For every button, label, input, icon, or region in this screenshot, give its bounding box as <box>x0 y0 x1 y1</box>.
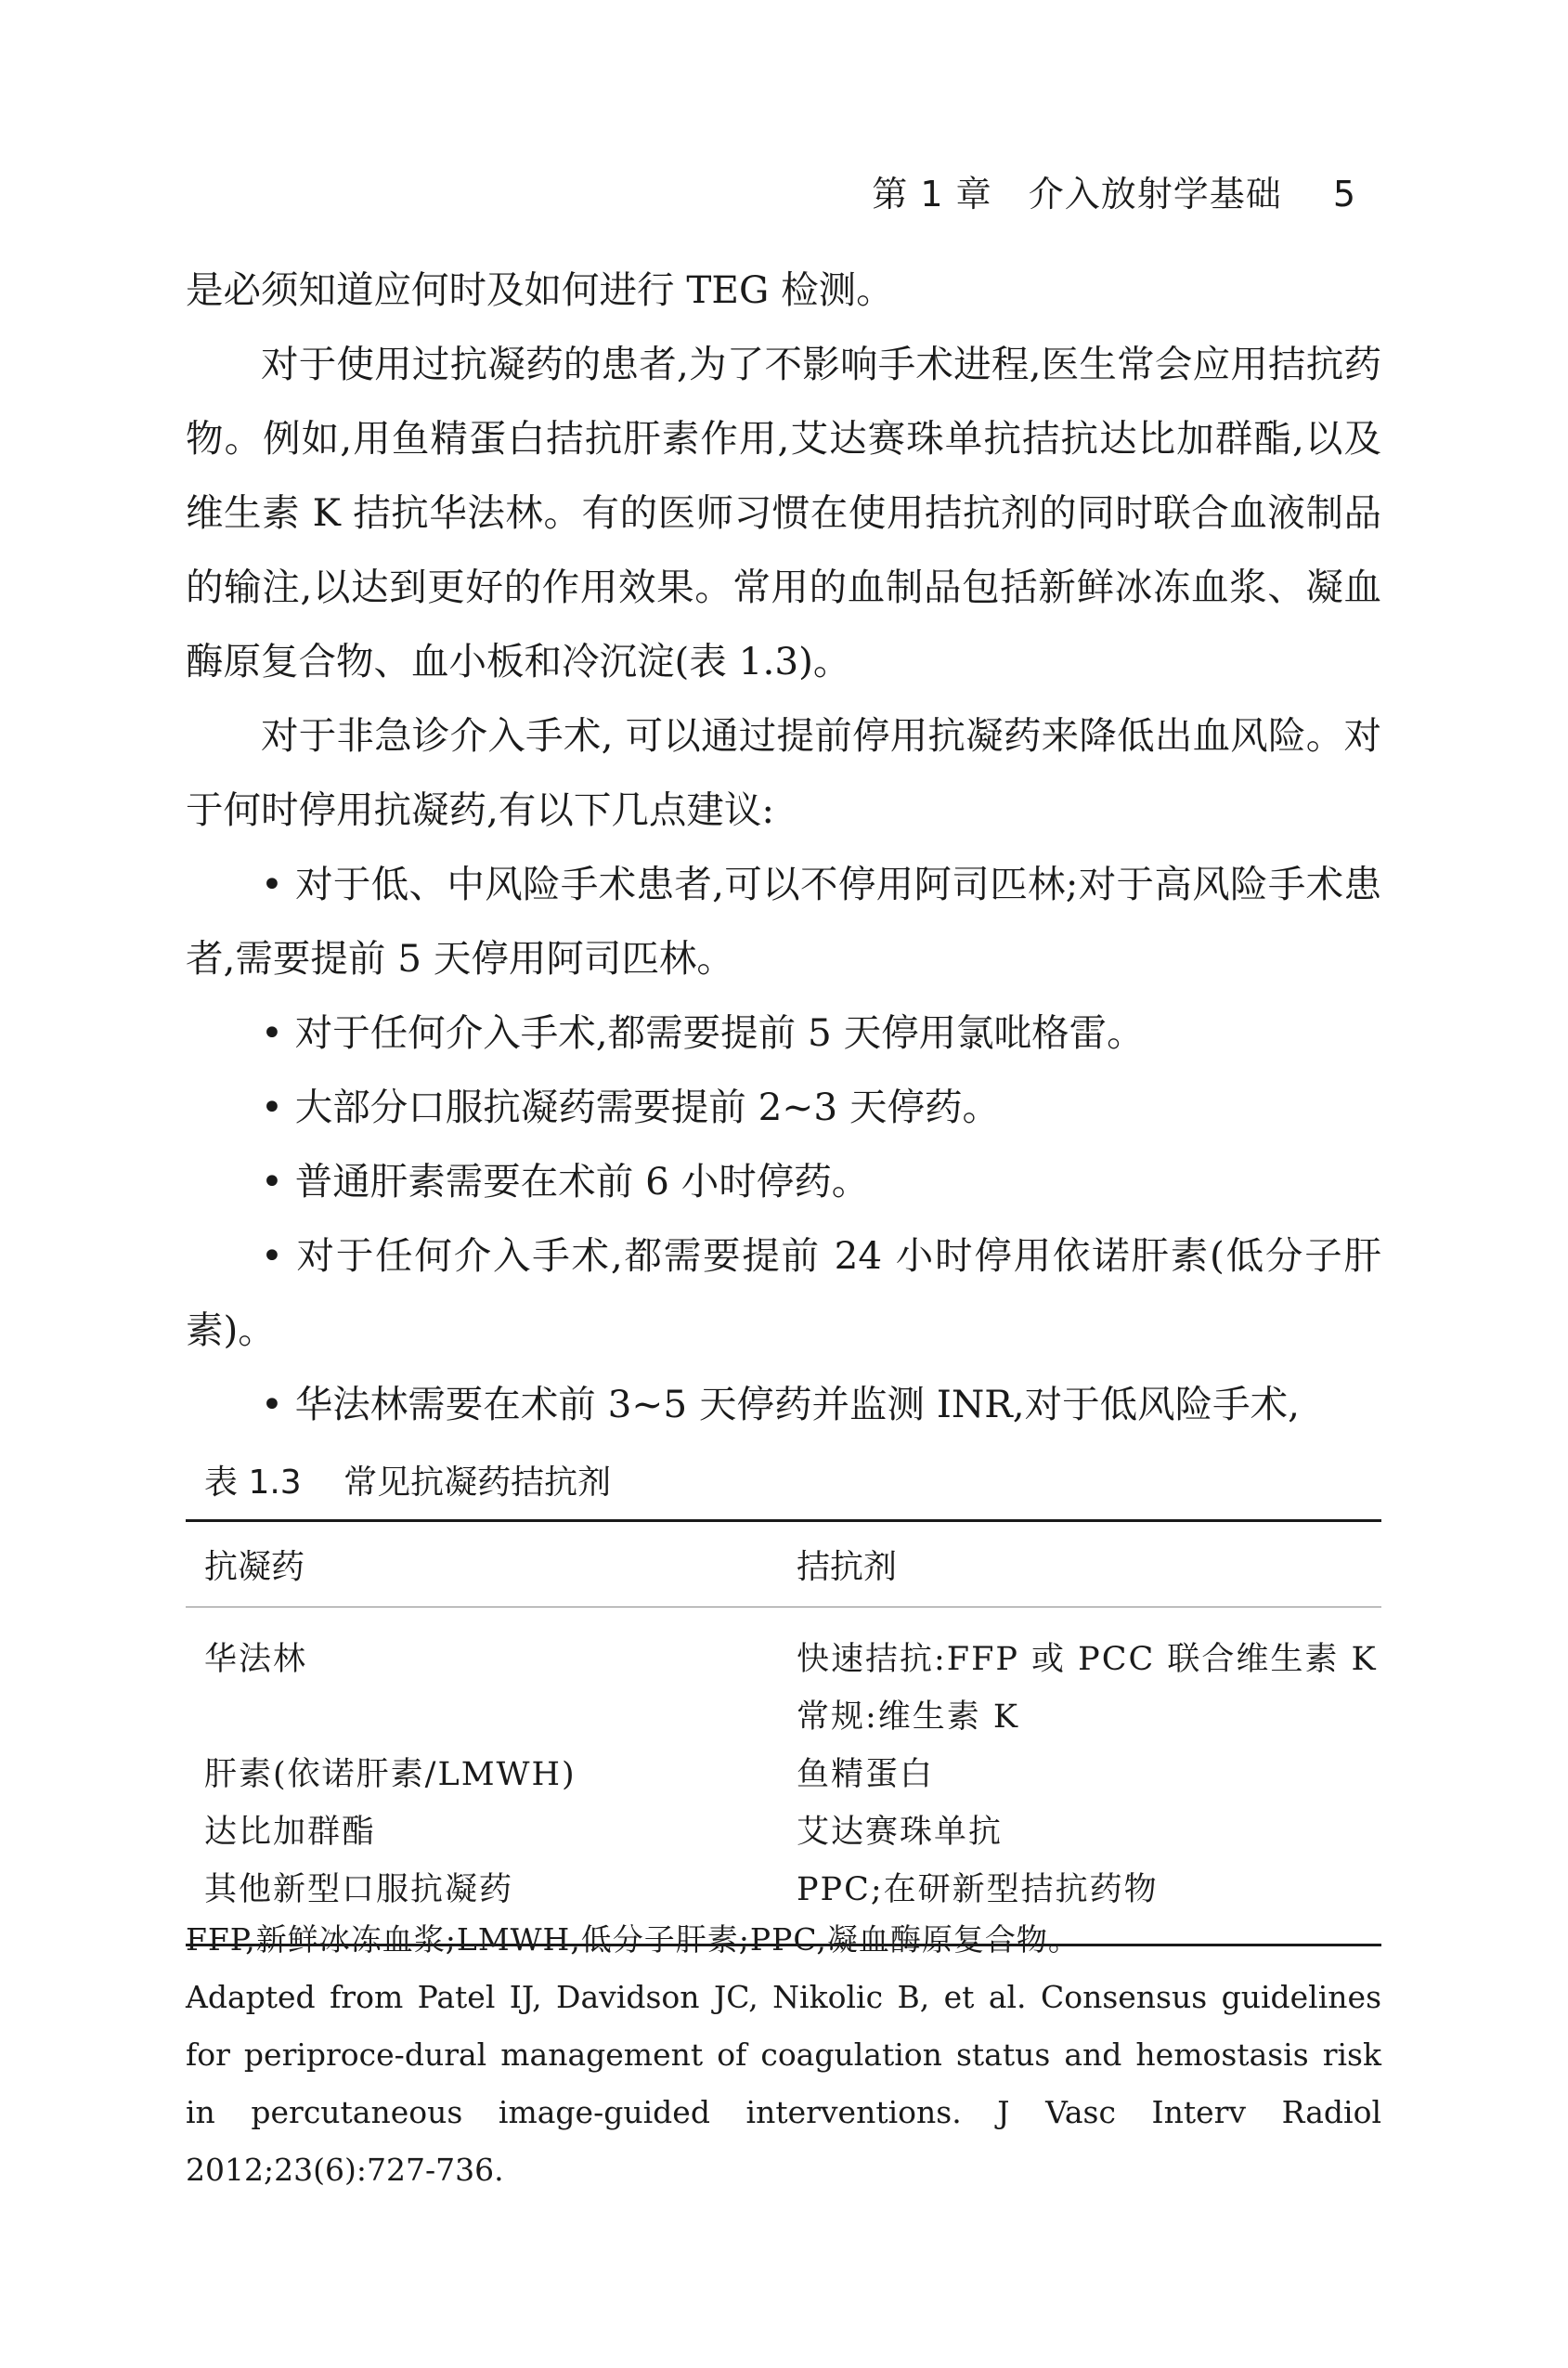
table-cell: 艾达赛珠单抗 <box>797 1814 1004 1851</box>
table-cell <box>186 1685 778 1743</box>
paragraph-3: 对于非急诊介入手术, 可以通过提前停用抗凝药来降低出血风险。对于何时停用抗凝药,有以下几点建议: <box>186 713 1381 832</box>
body-text <box>186 253 1381 1441</box>
table-cell: 常规:维生素 K <box>797 1698 1020 1736</box>
column-header-anticoagulant: 抗凝药 <box>204 1548 305 1586</box>
table-cell: PPC;在研新型拮抗药物 <box>797 1871 1159 1908</box>
table-row <box>186 1685 1381 1743</box>
table-row <box>186 1801 1381 1858</box>
page-number: 5 <box>1332 174 1356 215</box>
table-cell: 华法林 <box>204 1641 308 1678</box>
table-footnote <box>186 1911 1381 2199</box>
table-cell: 达比加群酯 <box>204 1814 377 1851</box>
table-title: 常见抗凝药拮抗剂 <box>343 1464 612 1502</box>
paragraph-1: 是必须知道应何时及如何进行 TEG 检测。 <box>186 267 894 312</box>
table-cell: 鱼精蛋白 <box>797 1756 935 1793</box>
antagonist-table <box>186 1519 1381 1946</box>
bullet-item: • 华法林需要在术前 3~5 天停药并监测 INR,对于低风险手术, <box>261 1382 1301 1426</box>
table-row <box>186 1743 1381 1801</box>
bullet-item: • 对于低、中风险手术患者,可以不停用阿司匹林;对于高风险手术患者,需要提前 5 天停用阿司匹林。 <box>186 862 1381 981</box>
table-caption <box>204 1456 611 1503</box>
chapter-number: 第 1 章 <box>872 174 992 215</box>
table-number: 表 1.3 <box>204 1464 302 1502</box>
table-header-row <box>186 1521 1381 1607</box>
source-citation: Adapted from Patel IJ, Davidson JC, Nikolic B, et al. Consensus guidelines for periproce-dural management of coagulation status and hemostasis risk in percutaneous image-guided interventions. J Vasc Interv Radiol 2012;23(6):727-736. <box>186 1979 1381 2188</box>
abbreviation-note: FFP,新鲜冰冻血浆;LMWH,低分子肝素;PPC,凝血酶原复合物。 <box>186 1921 1080 1958</box>
paragraph-2: 对于使用过抗凝药的患者,为了不影响手术进程,医生常会应用拮抗药物。例如,用鱼精蛋白拮抗肝素作用,艾达赛珠单抗拮抗达比加群酯,以及维生素 K 拮抗华法林。有的医师习惯在使用拮抗剂的同时联合血液制品的输注,以达到更好的作用效果。常用的血制品包括新鲜冰冻血浆、凝血酶原复合物、血小板和冷沉淀(表 1.3)。 <box>186 342 1381 683</box>
bullet-item: • 对于任何介入手术,都需要提前 24 小时停用依诺肝素(低分子肝素)。 <box>186 1233 1381 1352</box>
bullet-item: • 普通肝素需要在术前 6 小时停药。 <box>261 1159 870 1204</box>
table-row <box>186 1607 1381 1686</box>
running-header <box>872 165 1356 216</box>
table-cell: 其他新型口服抗凝药 <box>204 1871 514 1908</box>
column-header-antagonist: 拮抗剂 <box>797 1548 898 1586</box>
table-cell: 肝素(依诺肝素/LMWH) <box>204 1756 577 1793</box>
bullet-item: • 大部分口服抗凝药需要提前 2~3 天停药。 <box>261 1085 1000 1129</box>
chapter-title: 介入放射学基础 <box>1028 174 1282 215</box>
table-cell: 快速拮抗:FFP 或 PCC 联合维生素 K <box>797 1641 1378 1678</box>
bullet-item: • 对于任何介入手术,都需要提前 5 天停用氯吡格雷。 <box>261 1010 1145 1055</box>
